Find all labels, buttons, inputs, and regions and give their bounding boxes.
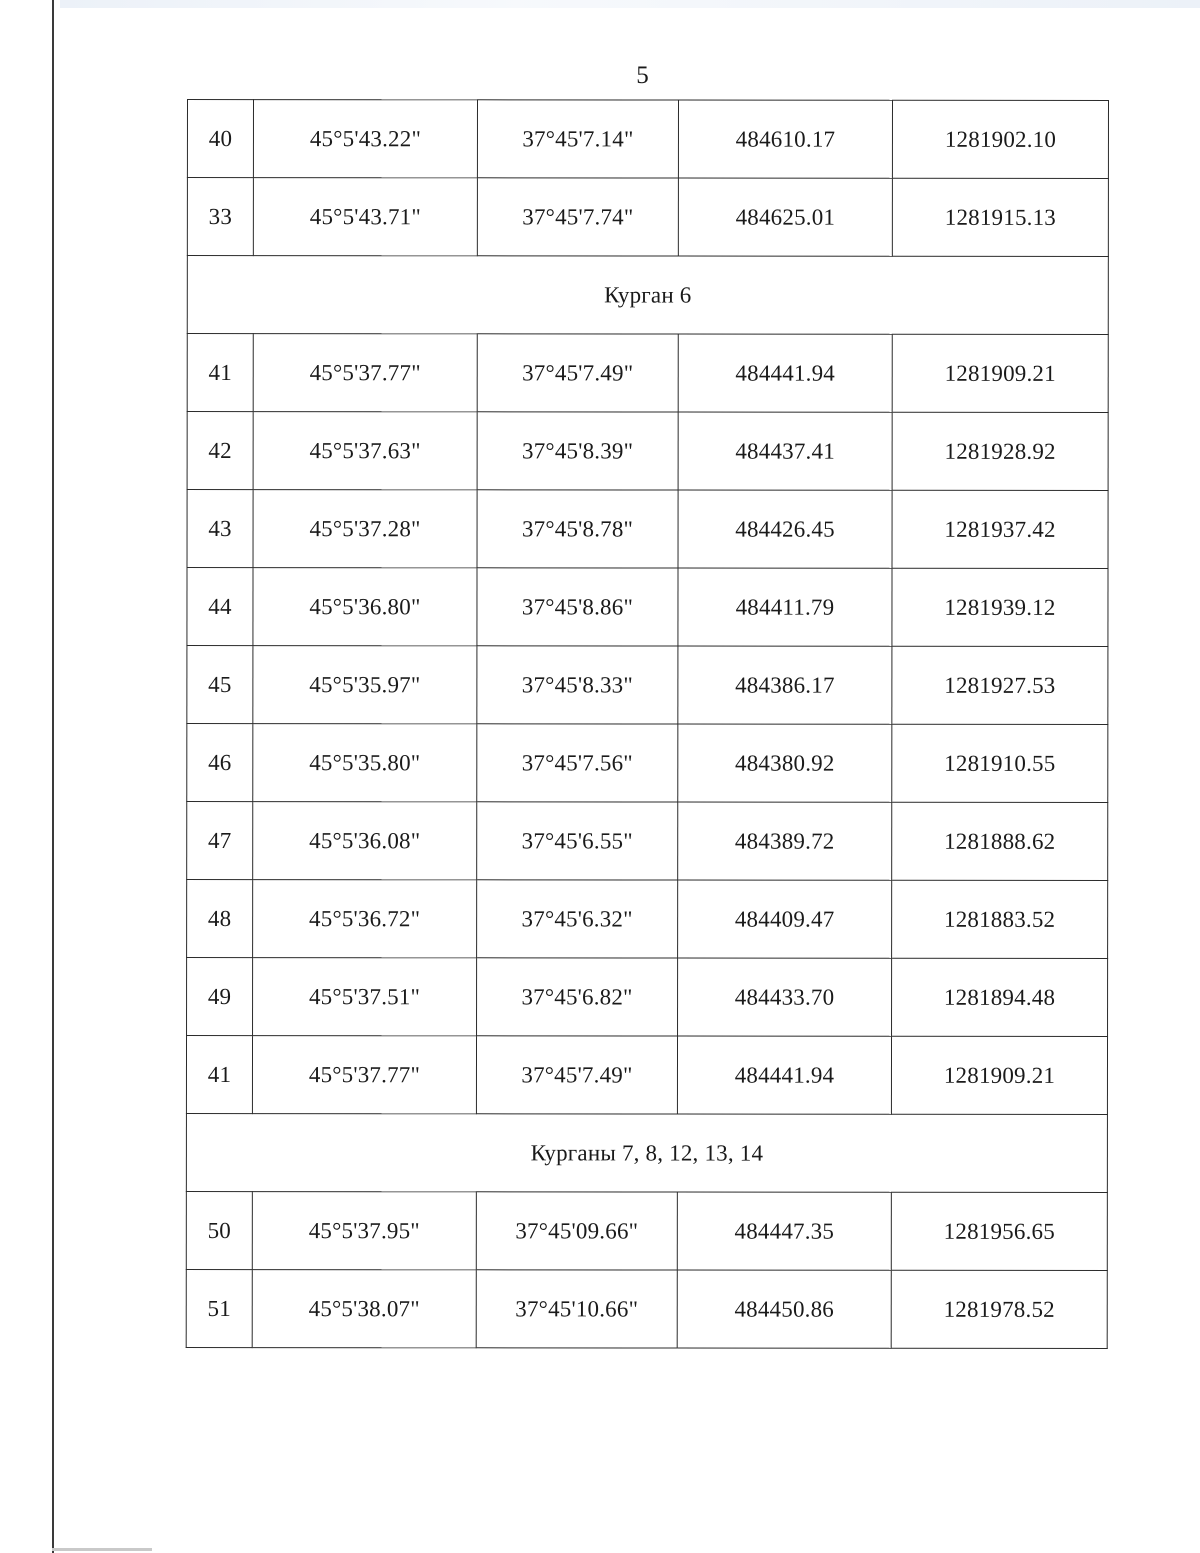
latitude-cell: 45°5'36.72" [253,880,477,958]
longitude-cell: 37°45'09.66" [476,1192,677,1270]
table-row [186,1269,1107,1348]
y-coordinate-cell: 1281927.53 [892,646,1108,724]
latitude-cell: 45°5'35.80" [253,724,477,802]
y-coordinate-cell: 1281888.62 [892,802,1108,880]
x-coordinate-cell: 484411.79 [678,568,892,646]
section-header-row [187,256,1108,335]
table-row [186,1191,1107,1270]
table-row [187,568,1108,647]
latitude-cell: 45°5'35.97" [253,646,477,724]
point-number-cell: 44 [187,568,253,646]
section-title: Курганы 7, 8, 12, 13, 14 [186,1114,1107,1193]
longitude-cell: 37°45'7.14" [477,100,678,178]
table-row [187,334,1108,413]
y-coordinate-cell: 1281902.10 [892,100,1108,178]
y-coordinate-cell: 1281915.13 [892,178,1108,256]
latitude-cell: 45°5'37.28" [253,490,477,568]
latitude-cell: 45°5'37.51" [253,958,477,1036]
point-number-cell: 41 [186,1036,252,1114]
x-coordinate-cell: 484389.72 [678,802,892,880]
point-number-cell: 45 [187,646,253,724]
section-title: Курган 6 [187,256,1108,335]
section-header-row [186,1114,1107,1193]
table-row [186,1036,1107,1115]
table-row [187,880,1108,959]
longitude-cell: 37°45'8.86" [477,568,678,646]
x-coordinate-cell: 484610.17 [678,100,892,178]
longitude-cell: 37°45'7.74" [477,178,678,256]
table-row [187,958,1108,1037]
table-row [187,412,1108,491]
latitude-cell: 45°5'37.63" [253,412,477,490]
longitude-cell: 37°45'7.49" [476,1036,677,1114]
x-coordinate-cell: 484447.35 [677,1192,891,1270]
x-coordinate-cell: 484441.94 [677,1036,891,1114]
coordinates-table-body [186,100,1108,1349]
y-coordinate-cell: 1281894.48 [892,958,1108,1036]
longitude-cell: 37°45'6.32" [477,880,678,958]
point-number-cell: 42 [187,412,253,490]
latitude-cell: 45°5'37.77" [253,334,477,412]
longitude-cell: 37°45'8.78" [477,490,678,568]
longitude-cell: 37°45'7.49" [477,334,678,412]
point-number-cell: 49 [187,958,253,1036]
page-number: 5 [636,62,649,89]
point-number-cell: 43 [187,490,253,568]
x-coordinate-cell: 484386.17 [678,646,892,724]
latitude-cell: 45°5'37.95" [252,1192,476,1270]
latitude-cell: 45°5'38.07" [252,1270,476,1348]
point-number-cell: 51 [186,1269,252,1347]
point-number-cell: 50 [186,1191,252,1269]
x-coordinate-cell: 484380.92 [678,724,892,802]
latitude-cell: 45°5'43.22" [253,100,477,178]
point-number-cell: 46 [187,724,253,802]
x-coordinate-cell: 484433.70 [678,958,892,1036]
scan-top-edge [60,0,1200,8]
point-number-cell: 47 [187,802,253,880]
coordinates-table [186,99,1109,1349]
table-row [187,178,1108,257]
y-coordinate-cell: 1281909.21 [891,1036,1107,1114]
latitude-cell: 45°5'36.80" [253,568,477,646]
scan-left-edge [52,0,54,1553]
latitude-cell: 45°5'43.71" [253,178,477,256]
longitude-cell: 37°45'10.66" [476,1270,677,1348]
y-coordinate-cell: 1281883.52 [892,880,1108,958]
y-coordinate-cell: 1281928.92 [892,412,1108,490]
y-coordinate-cell: 1281956.65 [891,1192,1107,1270]
table-row [187,100,1108,179]
x-coordinate-cell: 484409.47 [678,880,892,958]
table-row [187,724,1108,803]
longitude-cell: 37°45'7.56" [477,724,678,802]
x-coordinate-cell: 484441.94 [678,334,892,412]
longitude-cell: 37°45'8.39" [477,412,678,490]
y-coordinate-cell: 1281910.55 [892,724,1108,802]
y-coordinate-cell: 1281939.12 [892,568,1108,646]
longitude-cell: 37°45'8.33" [477,646,678,724]
scan-bottom-mark [52,1548,152,1551]
x-coordinate-cell: 484437.41 [678,412,892,490]
y-coordinate-cell: 1281909.21 [892,334,1108,412]
longitude-cell: 37°45'6.82" [477,958,678,1036]
table-row [187,802,1108,881]
y-coordinate-cell: 1281937.42 [892,490,1108,568]
latitude-cell: 45°5'37.77" [252,1036,476,1114]
point-number-cell: 41 [187,334,253,412]
longitude-cell: 37°45'6.55" [477,802,678,880]
y-coordinate-cell: 1281978.52 [891,1270,1107,1348]
x-coordinate-cell: 484450.86 [677,1270,891,1348]
table-row [187,646,1108,725]
latitude-cell: 45°5'36.08" [253,802,477,880]
x-coordinate-cell: 484625.01 [678,178,892,256]
point-number-cell: 33 [187,178,253,256]
point-number-cell: 48 [187,880,253,958]
x-coordinate-cell: 484426.45 [678,490,892,568]
point-number-cell: 40 [187,100,253,178]
table-row [187,490,1108,569]
